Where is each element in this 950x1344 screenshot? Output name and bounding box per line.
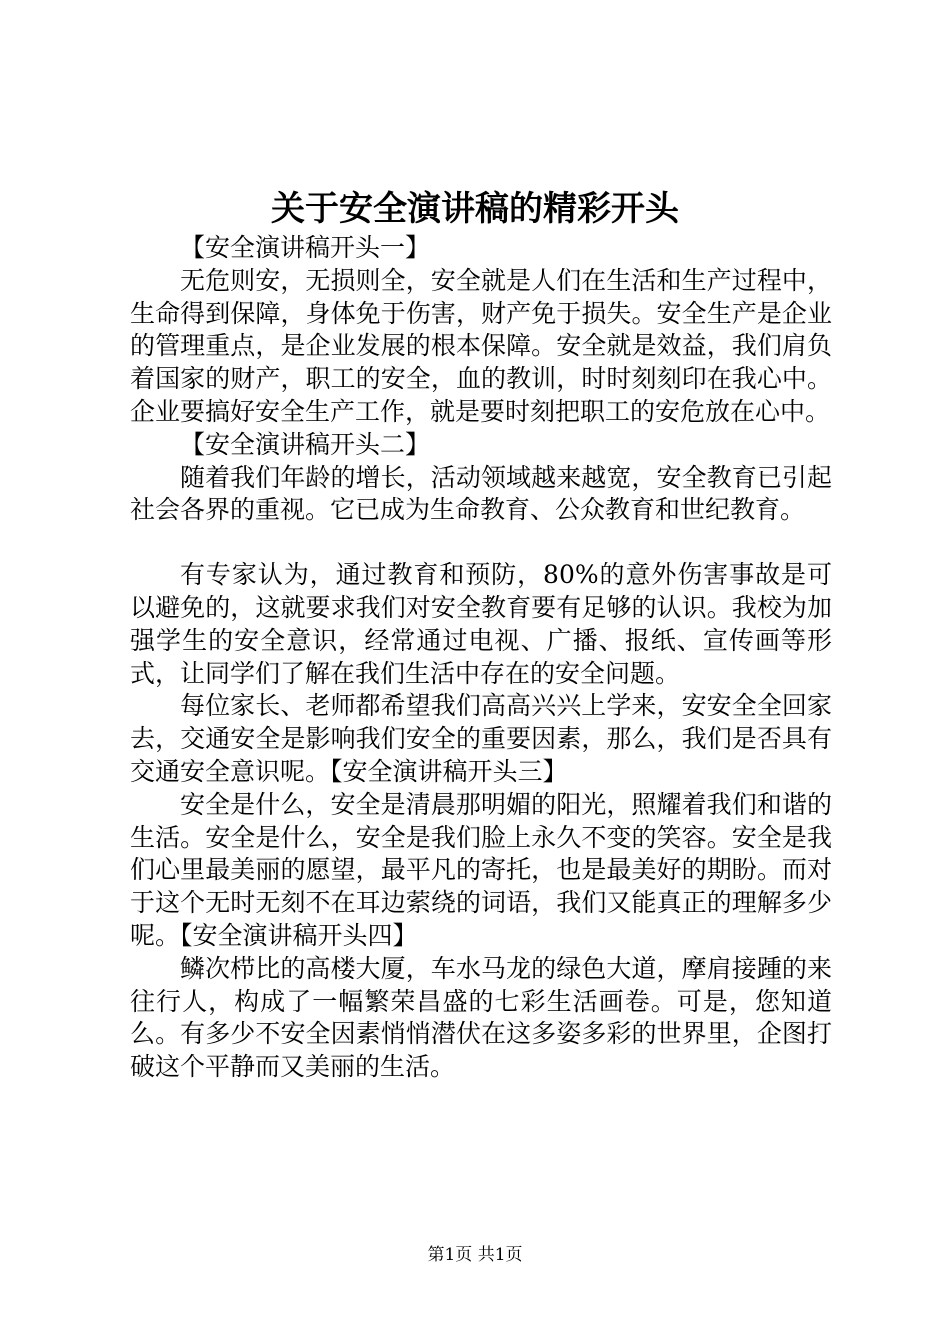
document-title: 关于安全演讲稿的精彩开头 (271, 189, 679, 229)
paragraph: 无危则安，无损则全，安全就是人们在生活和生产过程中，生命得到保障，身体免于伤害，财产免于损失。安全生产是企业的管理重点，是企业发展的根本保障。安全就是效益，我们肩负着国家的财产，职工的安全，血的教训，时时刻刻印在我心中。企业要搞好安全生产工作，就是要时刻把职工的安危放在心中。 (130, 265, 832, 426)
paragraph: 每位家长、老师都希望我们高高兴兴上学来，安安全全回家去，交通安全是影响我们安全的重要因素，那么，我们是否具有交通安全意识呢。【安全演讲稿开头三】 (130, 691, 832, 786)
paragraph: 有专家认为，通过教育和预防，80%的意外伤害事故是可以避免的，这就要求我们对安全教育要有足够的认识。我校为加强学生的安全意识，经常通过电视、广播、报纸、宣传画等形式，让同学们了解在我们生活中存在的安全问题。 (130, 560, 832, 688)
paragraph: 安全是什么，安全是清晨那明媚的阳光，照耀着我们和谐的生活。安全是什么，安全是我们脸上永久不变的笑容。安全是我们心里最美丽的愿望，最平凡的寄托，也是最美好的期盼。而对于这个无时无刻不在耳边萦绕的词语，我们又能真正的理解多少呢。【安全演讲稿开头四】 (130, 789, 832, 950)
paragraph: 随着我们年龄的增长，活动领域越来越宽，安全教育已引起社会各界的重视。它已成为生命教育、公众教育和世纪教育。 (130, 462, 832, 525)
document-body (130, 232, 832, 1084)
page-footer: 第1页 共1页 (427, 1245, 523, 1265)
paragraph: 鳞次栉比的高楼大厦，车水马龙的绿色大道，摩肩接踵的来往行人，构成了一幅繁荣昌盛的七彩生活画卷。可是，您知道么。有多少不安全因素悄悄潜伏在这多姿多彩的世界里，企图打破这个平静而又美丽的生活。 (130, 953, 832, 1082)
section-heading-2: 【安全演讲稿开头二】 (180, 429, 431, 459)
section-heading-1: 【安全演讲稿开头一】 (180, 233, 431, 262)
